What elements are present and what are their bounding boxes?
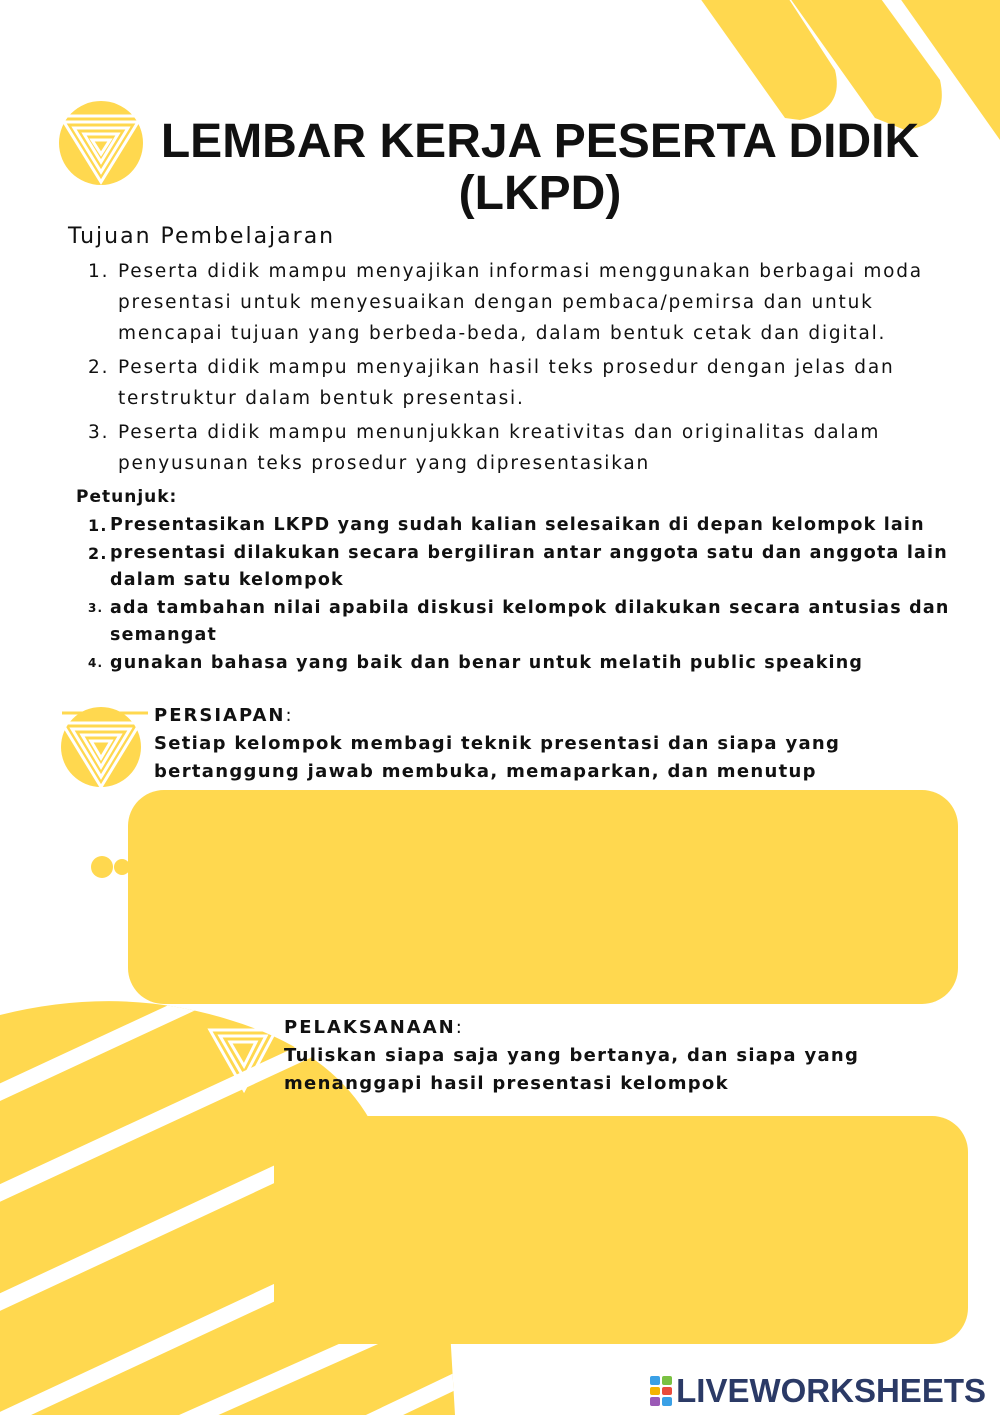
persiapan-section (154, 702, 914, 786)
list-item (86, 512, 976, 540)
pelaksanaan-instruction: Tuliskan siapa saja yang bertanya, dan siapa yang menanggapi hasil presentasi kelompok (284, 1045, 860, 1094)
triangle-emblem-icon (58, 100, 144, 186)
list-item (84, 256, 984, 349)
list-text: Peserta didik mampu menyajikan hasil teks prosedur dengan jelas dan terstruktur dalam bentuk presentasi. (118, 357, 895, 409)
pelaksanaan-colon: : (455, 1017, 464, 1038)
list-text: gunakan bahasa yang baik dan benar untuk melatih public speaking (110, 652, 864, 673)
title-line-2: (LKPD) (458, 167, 622, 220)
list-item (86, 650, 976, 678)
list-number: 1. (88, 516, 108, 535)
goals-list (84, 256, 984, 482)
triangle-emblem-icon (202, 1020, 282, 1100)
list-text: Peserta didik mampu menyajikan informasi menggunakan berbagai moda presentasi untuk menyesuaikan dengan pembaca/pemirsa dan untuk mencapai tujuan yang berbeda-beda, dalam bentuk cetak dan digital. (118, 261, 923, 344)
list-text: presentasi dilakukan secara bergiliran antar anggota satu dan anggota lain dalam satu kelompok (110, 542, 948, 590)
title-line-1: LEMBAR KERJA PESERTA DIDIK (160, 115, 920, 168)
list-item (84, 417, 984, 479)
liveworksheets-logo-icon (650, 1376, 672, 1406)
list-number: 3. (88, 600, 104, 615)
page-title (140, 116, 940, 220)
side-dots (91, 856, 130, 878)
list-number: 2. (88, 543, 108, 563)
persiapan-instruction: Setiap kelompok membagi teknik presentasi dan siapa yang bertanggung jawab membuka, memaparkan, dan menutup (154, 733, 841, 782)
petunjuk-label: Petunjuk: (76, 487, 178, 507)
list-number: 4. (88, 655, 104, 670)
list-number: 2. (88, 357, 110, 378)
logo-text: LIVEWORKSHEETS (676, 1372, 986, 1409)
liveworksheets-logo (650, 1372, 986, 1410)
persiapan-heading (154, 702, 914, 730)
list-text: Peserta didik mampu menunjukkan kreativitas dan originalitas dalam penyusunan teks prosedur yang dipresentasikan (118, 422, 881, 474)
list-text: Presentasikan LKPD yang sudah kalian selesaikan di depan kelompok lain (110, 515, 925, 535)
list-item (86, 540, 976, 595)
goals-label: Tujuan Pembelajaran (68, 224, 336, 249)
pelaksanaan-section (284, 1014, 964, 1098)
persiapan-label: PERSIAPAN (154, 705, 286, 726)
triangle-emblem-icon (58, 705, 148, 787)
petunjuk-list (86, 512, 976, 677)
list-item (86, 595, 976, 650)
persiapan-answer-box[interactable] (128, 790, 958, 1004)
list-text: ada tambahan nilai apabila diskusi kelompok dilakukan secara antusias dan semangat (110, 597, 950, 645)
persiapan-colon: : (285, 705, 294, 726)
pelaksanaan-heading (284, 1014, 964, 1042)
list-item (84, 352, 984, 414)
list-number: 3. (88, 422, 110, 443)
list-number: 1. (88, 261, 110, 282)
pelaksanaan-answer-box[interactable] (274, 1116, 968, 1344)
pelaksanaan-label: PELAKSANAAN (284, 1017, 456, 1038)
